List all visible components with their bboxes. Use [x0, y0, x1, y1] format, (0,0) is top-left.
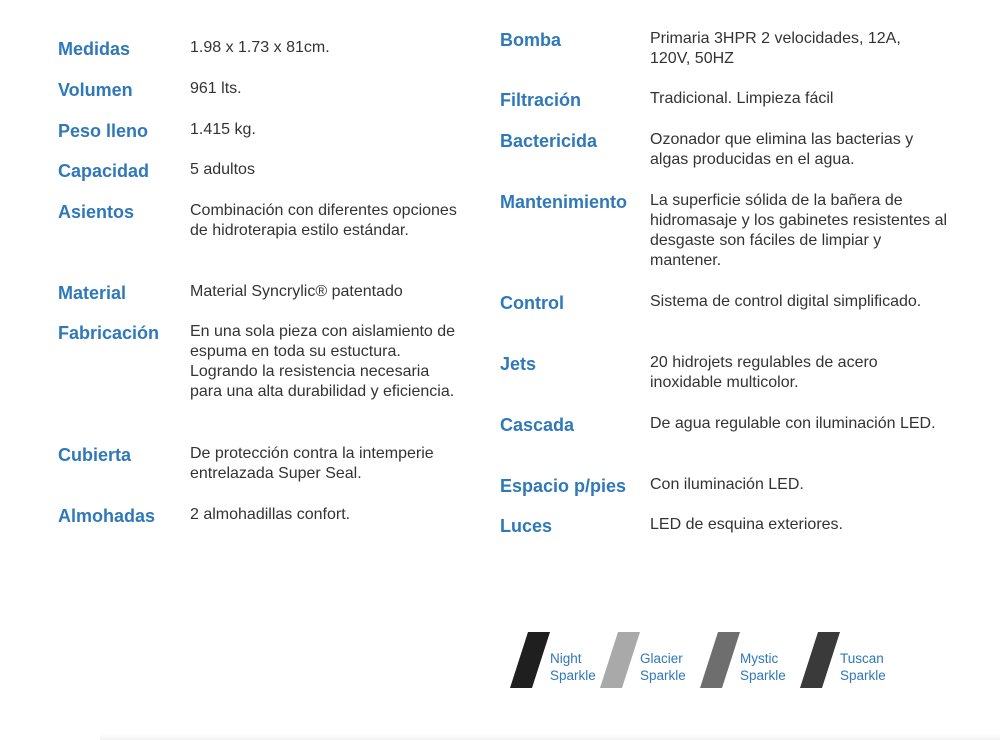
swatch-label: Tuscan Sparkle — [840, 651, 886, 683]
spec-value: Tradicional. Limpieza fácil — [650, 90, 834, 107]
spec-value: En una sola pieza con aislamiento de espuma en toda su estuctura. Logrando la resistencia necesaria para una alta durabilidad y eficiencia. — [190, 323, 456, 400]
spec-value: La superficie sólida de la bañera de hidromasaje y los gabinetes resistentes al desgaste son fáciles de limpiar y mantener. — [650, 192, 948, 269]
spec-label: Cascada — [500, 415, 575, 435]
spec-value: 5 adultos — [190, 161, 255, 178]
spec-label: Filtración — [500, 90, 582, 110]
spec-label: Jets — [500, 354, 537, 374]
spec-label: Bomba — [500, 30, 562, 50]
spec-value: Material Syncrylic® patentado — [190, 283, 403, 300]
spec-label: Cubierta — [58, 445, 132, 465]
spec-label: Espacio p/pies — [500, 476, 627, 496]
spec-value: Primaria 3HPR 2 velocidades, 12A, 120V, 50HZ — [650, 30, 901, 67]
spec-label: Capacidad — [58, 161, 150, 181]
spec-label: Control — [500, 293, 564, 313]
spec-value: Con iluminación LED. — [650, 476, 804, 493]
spec-value: De agua regulable con iluminación LED. — [650, 415, 936, 432]
spec-value: 961 lts. — [190, 80, 242, 97]
spec-label: Mantenimiento — [500, 192, 628, 212]
spec-value: De protección contra la intemperie entrelazada Super Seal. — [190, 445, 434, 482]
spec-value: 1.415 kg. — [190, 121, 256, 138]
spec-value: Combinación con diferentes opciones de hidroterapia estilo estándar. — [190, 202, 457, 239]
spec-label: Asientos — [58, 202, 135, 222]
spec-label: Medidas — [58, 39, 131, 59]
spec-label: Fabricación — [58, 323, 160, 343]
spec-value: 20 hidrojets regulables de acero inoxidable multicolor. — [650, 354, 878, 391]
spec-label: Material — [58, 283, 127, 303]
night-sparkle-stripe — [510, 632, 550, 688]
spec-label: Almohadas — [58, 506, 156, 526]
spec-value: Sistema de control digital simplificado. — [650, 293, 922, 310]
swatch-label: Night Sparkle — [550, 651, 596, 683]
tuscan-sparkle-stripe — [800, 632, 840, 688]
swatch-label: Glacier Sparkle — [640, 651, 686, 683]
spec-label: Volumen — [58, 80, 133, 100]
spec-value: 2 almohadillas confort. — [190, 506, 351, 523]
spec-value: 1.98 x 1.73 x 81cm. — [190, 39, 330, 56]
mystic-sparkle-stripe — [700, 632, 740, 688]
swatch-label: Mystic Sparkle — [740, 651, 786, 683]
spec-value: Ozonador que elimina las bacterias y algas producidas en el agua. — [650, 131, 914, 168]
glacier-sparkle-stripe — [600, 632, 640, 688]
spec-label: Luces — [500, 516, 553, 536]
spec-value: LED de esquina exteriores. — [650, 516, 843, 533]
spec-label: Peso lleno — [58, 121, 149, 141]
spec-label: Bactericida — [500, 131, 598, 151]
color-options — [510, 632, 910, 692]
bottom-divider — [100, 734, 1000, 740]
